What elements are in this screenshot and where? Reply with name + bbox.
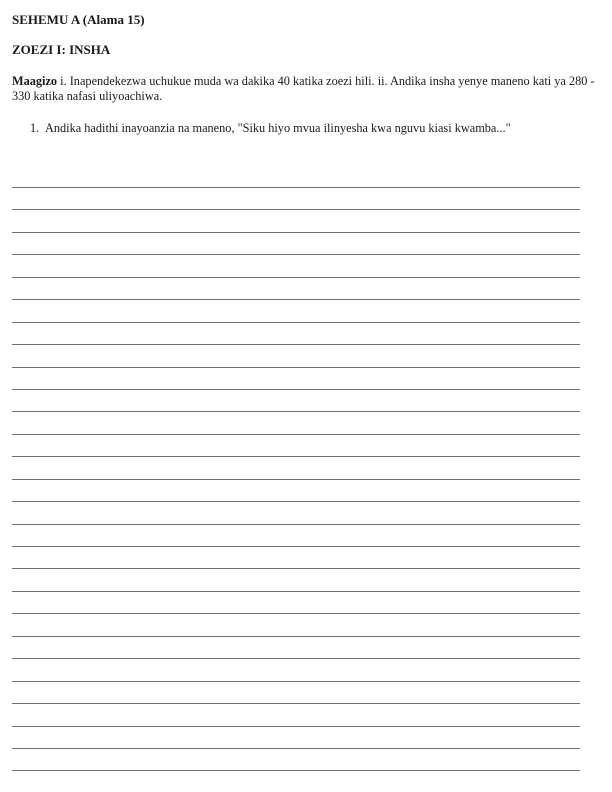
writing-line [12, 277, 580, 299]
exercise-heading: ZOEZI I: INSHA [12, 42, 111, 57]
writing-line [12, 501, 580, 523]
writing-lines-area [12, 187, 580, 792]
writing-line [12, 568, 580, 590]
writing-line [12, 389, 580, 411]
writing-line [12, 726, 580, 748]
section-heading: SEHEMU A (Alama 15) [12, 12, 145, 27]
writing-line [12, 524, 580, 546]
writing-line [12, 344, 580, 366]
writing-line [12, 367, 580, 389]
writing-line [12, 254, 580, 276]
writing-line [12, 748, 580, 770]
writing-line [12, 209, 580, 231]
instructions-paragraph [12, 74, 600, 103]
writing-line [12, 187, 580, 209]
writing-line [12, 770, 580, 792]
writing-line [12, 613, 580, 635]
writing-line [12, 232, 580, 254]
question-text: Andika hadithi inayoanzia na maneno, "Siku hiyo mvua ilinyesha kwa nguvu kiasi kwamba..." [45, 121, 511, 135]
writing-line [12, 434, 580, 456]
instructions-label: Maagizo [12, 74, 58, 88]
writing-line [12, 479, 580, 501]
writing-line [12, 681, 580, 703]
instructions-text: i. Inapendekezwa uchukue muda wa dakika 40 katika zoezi hili. ii. Andika insha yenye maneno kati ya 280 - 330 katika nafasi uliyoachiwa. [12, 74, 595, 103]
writing-line [12, 299, 580, 321]
writing-line [12, 591, 580, 613]
writing-line [12, 658, 580, 680]
writing-line [12, 703, 580, 725]
writing-line [12, 636, 580, 658]
writing-line [12, 456, 580, 478]
question-item [30, 121, 590, 136]
writing-line [12, 546, 580, 568]
question-number: 1. [30, 121, 40, 135]
writing-line [12, 322, 580, 344]
writing-line [12, 411, 580, 433]
